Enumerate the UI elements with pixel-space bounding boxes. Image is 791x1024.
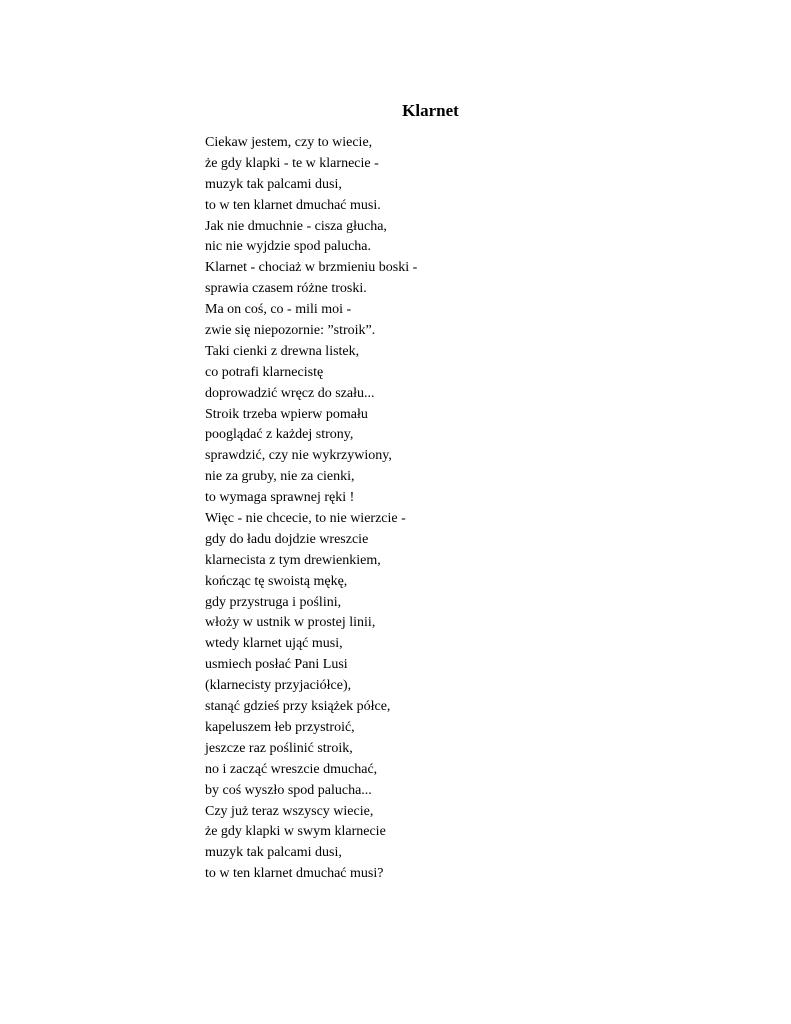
poem-line: Ciekaw jestem, czy to wiecie, <box>205 135 373 150</box>
poem-line: muzyk tak palcami dusi, <box>205 176 342 192</box>
poem-line: pooglądać z każdej strony, <box>205 427 354 443</box>
poem-line: by coś wyszło spod palucha... <box>205 782 372 798</box>
poem-line: Jak nie dmuchnie - cisza głucha, <box>205 218 387 234</box>
poem-line: gdy przystruga i poślini, <box>205 594 342 610</box>
poem-line: Ma on coś, co - mili moi - <box>205 302 352 318</box>
poem-line: (klarnecisty przyjaciółce), <box>205 678 352 694</box>
poem-title: Klarnet <box>402 101 459 120</box>
poem-line: muzyk tak palcami dusi, <box>205 845 342 861</box>
poem-line: usmiech posłać Pani Lusi <box>205 657 348 673</box>
poem-body <box>205 133 417 885</box>
poem-line: to w ten klarnet dmuchać musi. <box>205 197 381 213</box>
poem-line: wtedy klarnet ująć musi, <box>205 636 343 652</box>
poem-line: Stroik trzeba wpierw pomału <box>205 406 368 422</box>
poem-line: że gdy klapki w swym klarnecie <box>205 824 386 840</box>
poem-line: Czy już teraz wszyscy wiecie, <box>205 803 374 819</box>
poem-line: stanąć gdzieś przy książek półce, <box>205 699 391 715</box>
poem-line: Więc - nie chcecie, to nie wierzcie - <box>205 511 406 527</box>
poem-line: doprowadzić wręcz do szału... <box>205 385 375 401</box>
poem-line: sprawdzić, czy nie wykrzywiony, <box>205 448 392 464</box>
poem-line: jeszcze raz poślinić stroik, <box>205 740 353 756</box>
poem-line: zwie się niepozornie: ”stroik”. <box>205 323 376 339</box>
poem-line: sprawia czasem różne troski. <box>205 281 367 297</box>
poem-line: Taki cienki z drewna listek, <box>205 343 360 359</box>
poem-line: kapeluszem łeb przystroić, <box>205 719 355 735</box>
poem-line: no i zacząć wreszcie dmuchać, <box>205 761 378 777</box>
poem-line: klarnecista z tym drewienkiem, <box>205 552 381 568</box>
poem-line: Klarnet - chociaż w brzmieniu boski - <box>205 260 418 276</box>
poem-line: gdy do ładu dojdzie wreszcie <box>205 531 369 547</box>
poem-line: to wymaga sprawnej ręki ! <box>205 490 355 506</box>
poem-line: nic nie wyjdzie spod palucha. <box>205 239 372 255</box>
poem-line: nie za gruby, nie za cienki, <box>205 469 355 485</box>
poem-line: co potrafi klarnecistę <box>205 364 324 380</box>
poem-line: włoży w ustnik w prostej linii, <box>205 615 376 631</box>
poem-line: kończąc tę swoistą mękę, <box>205 573 348 589</box>
poem-line: że gdy klapki - te w klarnecie - <box>205 155 379 171</box>
poem-line: to w ten klarnet dmuchać musi? <box>205 866 384 882</box>
